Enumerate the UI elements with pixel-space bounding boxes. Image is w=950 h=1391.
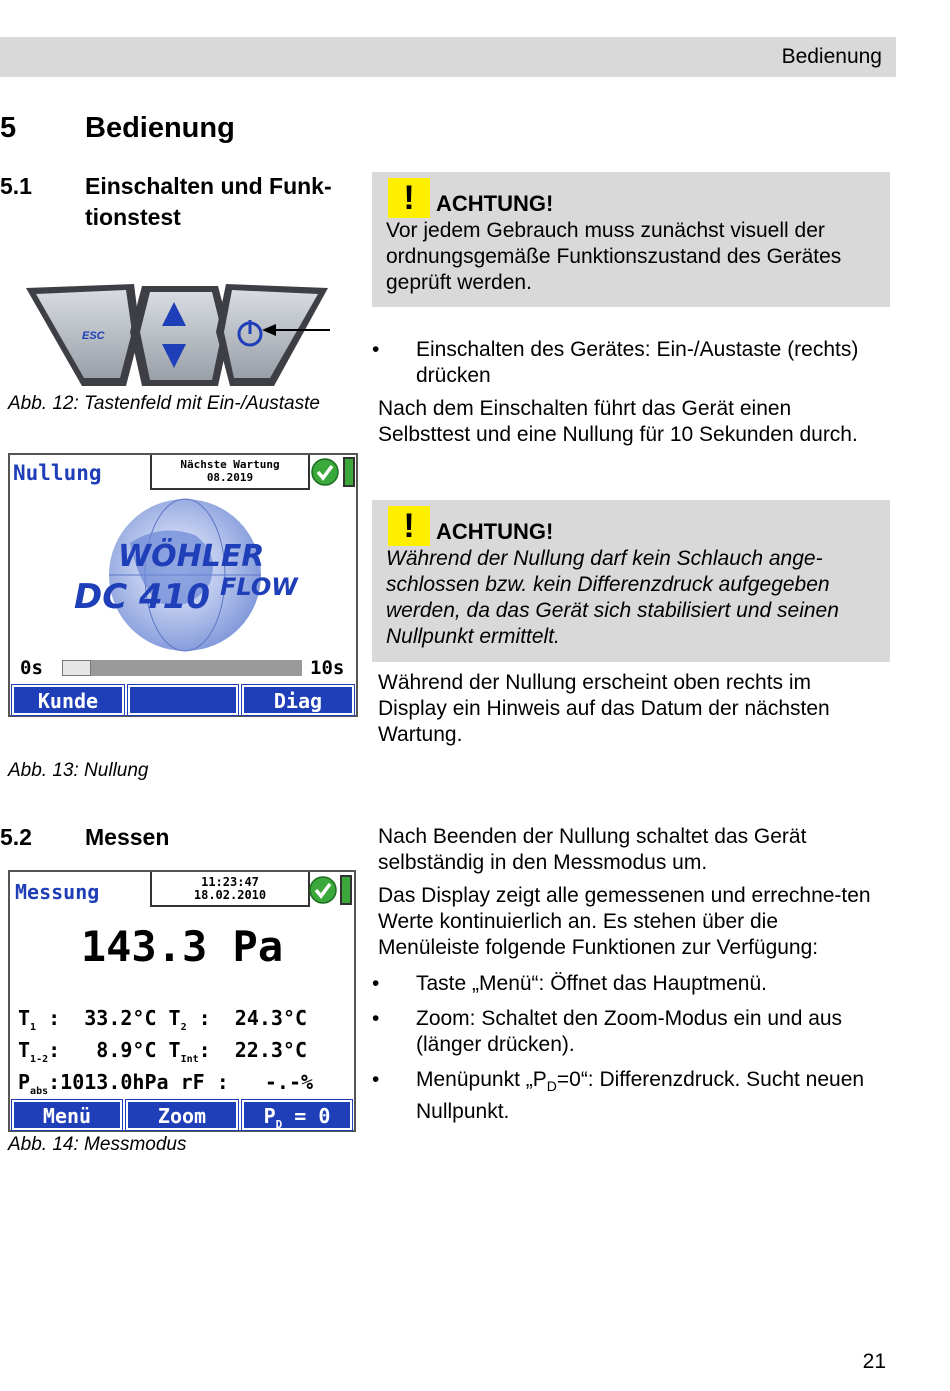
measurement-subscript: 1 xyxy=(30,1022,37,1033)
measurement-symbol: P xyxy=(18,1070,31,1094)
warning-icon: ! xyxy=(388,506,430,546)
warning-box xyxy=(372,172,890,307)
warning-box-zeroing xyxy=(372,500,890,662)
softkey-label: P xyxy=(263,1104,276,1128)
display-messung xyxy=(8,870,356,1132)
bullet-power-on: • Einschalten des Gerätes: Ein-/Austaste (rechts) drücken xyxy=(372,337,882,389)
esc-key-label: ESC xyxy=(82,330,105,342)
datetime-panel xyxy=(150,872,310,907)
paragraph-display-functions: Das Display zeigt alle gemessenen und errechne-ten Werte kontinuierlich an. Es stehen über die Menüleiste folgende Funktionen zur Verfügung: xyxy=(378,884,871,959)
battery-icon xyxy=(340,875,352,905)
maintenance-date: 08.2019 xyxy=(206,471,254,484)
chapter-number: 5 xyxy=(0,112,17,144)
softkey-label: = 0 xyxy=(282,1104,331,1128)
warning-title: ACHTUNG! xyxy=(436,191,554,216)
bullet-zoom: • Zoom: Schaltet den Zoom-Modus ein und aus (länger drücken). xyxy=(372,1006,882,1058)
warning-title: ACHTUNG! xyxy=(436,519,554,544)
measurement-value: : -.-% xyxy=(204,1070,314,1094)
softkey-kunde[interactable]: Kunde xyxy=(12,685,124,715)
measurement-value: : 22.3°C xyxy=(198,1038,308,1062)
section-title-line: tionstest xyxy=(85,204,181,230)
page-number: 21 xyxy=(862,1350,886,1373)
bullet-subscript: D xyxy=(546,1078,557,1095)
measurement-value: :1013.0hPa xyxy=(48,1070,169,1094)
chapter-title: Bedienung xyxy=(85,112,235,144)
softkey-menu[interactable]: Menü xyxy=(12,1100,122,1130)
running-header xyxy=(0,37,896,77)
measurement-value: : 8.9°C xyxy=(48,1038,157,1062)
display-title: Nullung xyxy=(13,461,102,485)
softkey-subscript: D xyxy=(275,1118,283,1131)
pointer-arrow-icon xyxy=(262,322,332,338)
progress-start-label: 0s xyxy=(20,657,43,679)
bullet-text: =0“: Differenzdruck. Sucht neuen Nullpunkt. xyxy=(416,1068,865,1124)
bullet-menu: • Taste „Menü“: Öffnet das Hauptmenü. xyxy=(372,971,882,997)
section-number-5-2: 5.2 xyxy=(0,824,32,850)
measurement-row xyxy=(18,1006,307,1033)
section-number-5-1: 5.1 xyxy=(0,173,32,199)
maintenance-notice-label: Nächste Wartung xyxy=(180,458,280,471)
logo-brand: WÖHLER xyxy=(118,539,265,574)
status-ok-icon xyxy=(308,875,338,905)
progress-bar xyxy=(62,660,302,676)
running-header-title: Bedienung xyxy=(781,45,882,68)
battery-icon xyxy=(343,457,355,487)
measurement-subscript: Int xyxy=(180,1054,199,1065)
measurement-symbol: rF xyxy=(180,1070,205,1094)
figure-caption-14: Abb. 14: Messmodus xyxy=(8,1134,187,1155)
section-title-5-2: Messen xyxy=(85,824,170,850)
measurement-symbol: T xyxy=(18,1006,31,1030)
clock-time: 11:23:47 xyxy=(201,875,259,889)
softkey-zero-point[interactable] xyxy=(242,1100,352,1130)
section-title-line: Einschalten und Funk- xyxy=(85,173,332,199)
measurement-subscript: abs xyxy=(30,1086,49,1097)
figure-caption-12: Abb. 12: Tastenfeld mit Ein-/Austaste xyxy=(8,393,320,414)
progress-end-label: 10s xyxy=(310,657,345,679)
paragraph-maintenance-notice: Während der Nullung erscheint oben rechts im Display ein Hinweis auf das Datum der nächsten Wartung. xyxy=(378,671,830,746)
warning-text: Vor jedem Gebrauch muss zunächst visuell der ordnungsgemäße Funktionszustand des Gerätes geprüft werden. xyxy=(386,219,842,294)
measurement-subscript: 1-2 xyxy=(30,1054,49,1065)
measurement-value: : 24.3°C xyxy=(186,1006,308,1030)
measurement-symbol: T xyxy=(168,1006,181,1030)
measurement-value: : 33.2°C xyxy=(36,1006,157,1030)
display-nullung xyxy=(8,453,358,717)
warning-icon: ! xyxy=(388,178,430,218)
softkey-zoom[interactable]: Zoom xyxy=(126,1100,238,1130)
maintenance-notice xyxy=(150,455,310,490)
progress-fill xyxy=(62,660,91,676)
bullet-text: Menüpunkt „P xyxy=(416,1068,547,1091)
clock-date: 18.02.2010 xyxy=(193,888,267,902)
status-ok-icon xyxy=(310,457,340,487)
softkey-diag[interactable]: Diag xyxy=(242,685,354,715)
paragraph-selftest: Nach dem Einschalten führt das Gerät einen Selbsttest und eine Nullung für 10 Sekunden durch. xyxy=(378,397,858,446)
main-pressure-value: 143.3 Pa xyxy=(80,922,284,971)
display-title: Messung xyxy=(15,880,100,904)
figure-caption-13: Abb. 13: Nullung xyxy=(8,760,149,781)
measurement-symbol: T xyxy=(18,1038,31,1062)
softkey-empty[interactable] xyxy=(128,685,238,715)
section-title-5-1 xyxy=(85,171,332,233)
measurement-row xyxy=(18,1070,313,1097)
logo-model: DC 410 xyxy=(74,577,210,617)
bullet-zero-point xyxy=(372,1067,882,1125)
measurement-subscript: 2 xyxy=(180,1022,187,1033)
warning-text: Während der Nullung darf kein Schlauch ange-schlossen bzw. kein Differenzdruck aufgegeben werden, da das Gerät sich stabilisiert und seinen Nullpunkt ermittelt. xyxy=(386,547,839,648)
measurement-symbol: T xyxy=(168,1038,181,1062)
measurement-row xyxy=(18,1038,307,1065)
logo-flow: FLOW xyxy=(220,573,298,601)
paragraph-measure-mode: Nach Beenden der Nullung schaltet das Gerät selbständig in den Messmodus um. xyxy=(378,825,807,874)
